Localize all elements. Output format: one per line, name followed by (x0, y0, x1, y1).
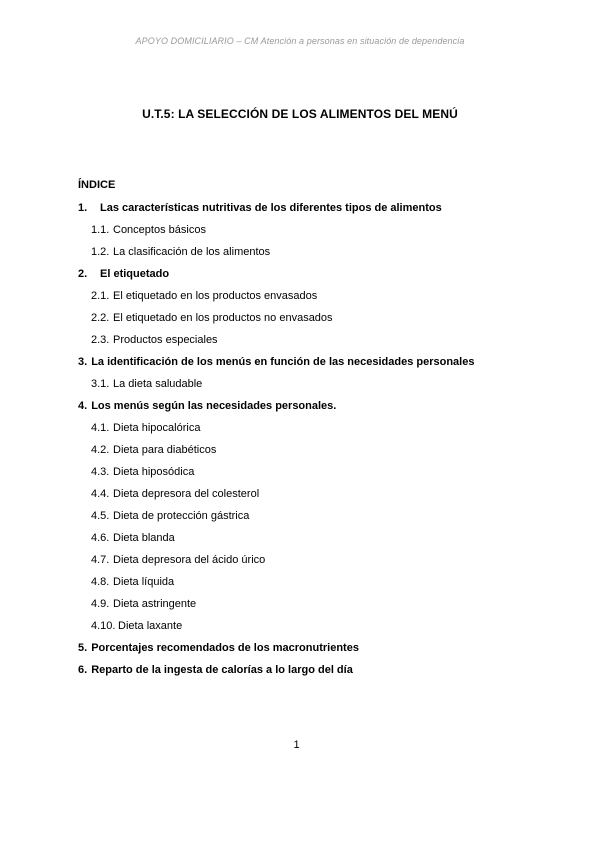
toc-entry-label: La identificación de los menús en función de las necesidades personales (91, 356, 475, 368)
toc-entry-number: 4. (78, 400, 88, 412)
toc-entry-3 (78, 351, 538, 373)
toc-entry-number: 2. (78, 268, 88, 280)
toc-entry-1-1 (78, 219, 538, 241)
toc-entry-label: Los menús según las necesidades personales. (91, 400, 337, 412)
toc-entry-number: 2.3. (91, 334, 110, 346)
toc-entry-number: 4.8. (91, 576, 110, 588)
toc-entry-3-1 (78, 373, 538, 395)
toc-entry-number: 4.2. (91, 444, 110, 456)
toc-heading: ÍNDICE (78, 179, 116, 191)
page-number: 1 (293, 739, 300, 751)
toc-entry-number: 1. (78, 202, 88, 214)
toc-entry-2 (78, 263, 538, 285)
toc-entry-4-7 (78, 549, 538, 571)
toc-entry-label: Dieta hipocalórica (113, 422, 201, 434)
toc-entry-number: 1.2. (91, 246, 110, 258)
toc-entry-label: El etiquetado en los productos no envasados (113, 312, 333, 324)
toc-entry-number: 6. (78, 664, 88, 676)
toc-entry-number: 4.3. (91, 466, 110, 478)
toc-entry-4-4 (78, 483, 538, 505)
toc-entry-label: Dieta blanda (113, 532, 175, 544)
toc-entry-label: La dieta saludable (113, 378, 203, 390)
toc-entry-4-3 (78, 461, 538, 483)
toc-entry-number: 4.5. (91, 510, 110, 522)
toc-entry-5 (78, 637, 538, 659)
toc-entry-number: 3. (78, 356, 88, 368)
document-title: U.T.5: LA SELECCIÓN DE LOS ALIMENTOS DEL MENÚ (142, 107, 458, 121)
toc-entry-label: Dieta astringente (113, 598, 197, 610)
toc-entry-label: Reparto de la ingesta de calorías a lo largo del día (91, 664, 353, 676)
toc-entry-label: Dieta para diabéticos (113, 444, 217, 456)
toc-entry-number: 4.7. (91, 554, 110, 566)
toc-entry-label: Dieta líquida (113, 576, 175, 588)
toc-entry-number: 4.1. (91, 422, 110, 434)
toc-entry-4-8 (78, 571, 538, 593)
toc-entry-4-5 (78, 505, 538, 527)
toc-entry-4 (78, 395, 538, 417)
toc-entry-2-3 (78, 329, 538, 351)
toc-entry-1-2 (78, 241, 538, 263)
toc-entry-number: 4.9. (91, 598, 110, 610)
toc-entry-label: Dieta hiposódica (113, 466, 195, 478)
toc-entry-number: 2.1. (91, 290, 110, 302)
toc-entry-4-1 (78, 417, 538, 439)
toc-entry-label: Dieta depresora del colesterol (113, 488, 260, 500)
toc-entry-4-9 (78, 593, 538, 615)
toc-entry-number: 4.4. (91, 488, 110, 500)
toc-entry-number: 2.2. (91, 312, 110, 324)
table-of-contents (78, 176, 538, 681)
toc-entry-6 (78, 659, 538, 681)
toc-entry-4-6 (78, 527, 538, 549)
toc-entry-label: Las características nutritivas de los diferentes tipos de alimentos (100, 202, 442, 214)
toc-entry-label: La clasificación de los alimentos (113, 246, 271, 258)
toc-entry-label: Conceptos básicos (113, 224, 206, 236)
toc-entry-number: 1.1. (91, 224, 110, 236)
toc-entry-number: 4.10. (91, 620, 116, 632)
toc-entry-label: El etiquetado en los productos envasados (113, 290, 318, 302)
toc-entry-label: Dieta depresora del ácido úrico (113, 554, 266, 566)
toc-entry-label: El etiquetado (100, 268, 170, 280)
running-header: APOYO DOMICILIARIO – CM Atención a personas en situación de dependencia (135, 36, 465, 46)
toc-entry-label: Dieta de protección gástrica (113, 510, 250, 522)
toc-entry-label: Porcentajes recomendados de los macronutrientes (91, 642, 359, 654)
toc-entry-number: 5. (78, 642, 88, 654)
toc-entry-1 (78, 197, 538, 219)
toc-entry-2-1 (78, 285, 538, 307)
toc-entry-number: 4.6. (91, 532, 110, 544)
toc-entry-2-2 (78, 307, 538, 329)
toc-entry-number: 3.1. (91, 378, 110, 390)
toc-entry-label: Dieta laxante (118, 620, 183, 632)
toc-entry-4-10 (78, 615, 538, 637)
toc-entry-4-2 (78, 439, 538, 461)
toc-entry-label: Productos especiales (113, 334, 218, 346)
